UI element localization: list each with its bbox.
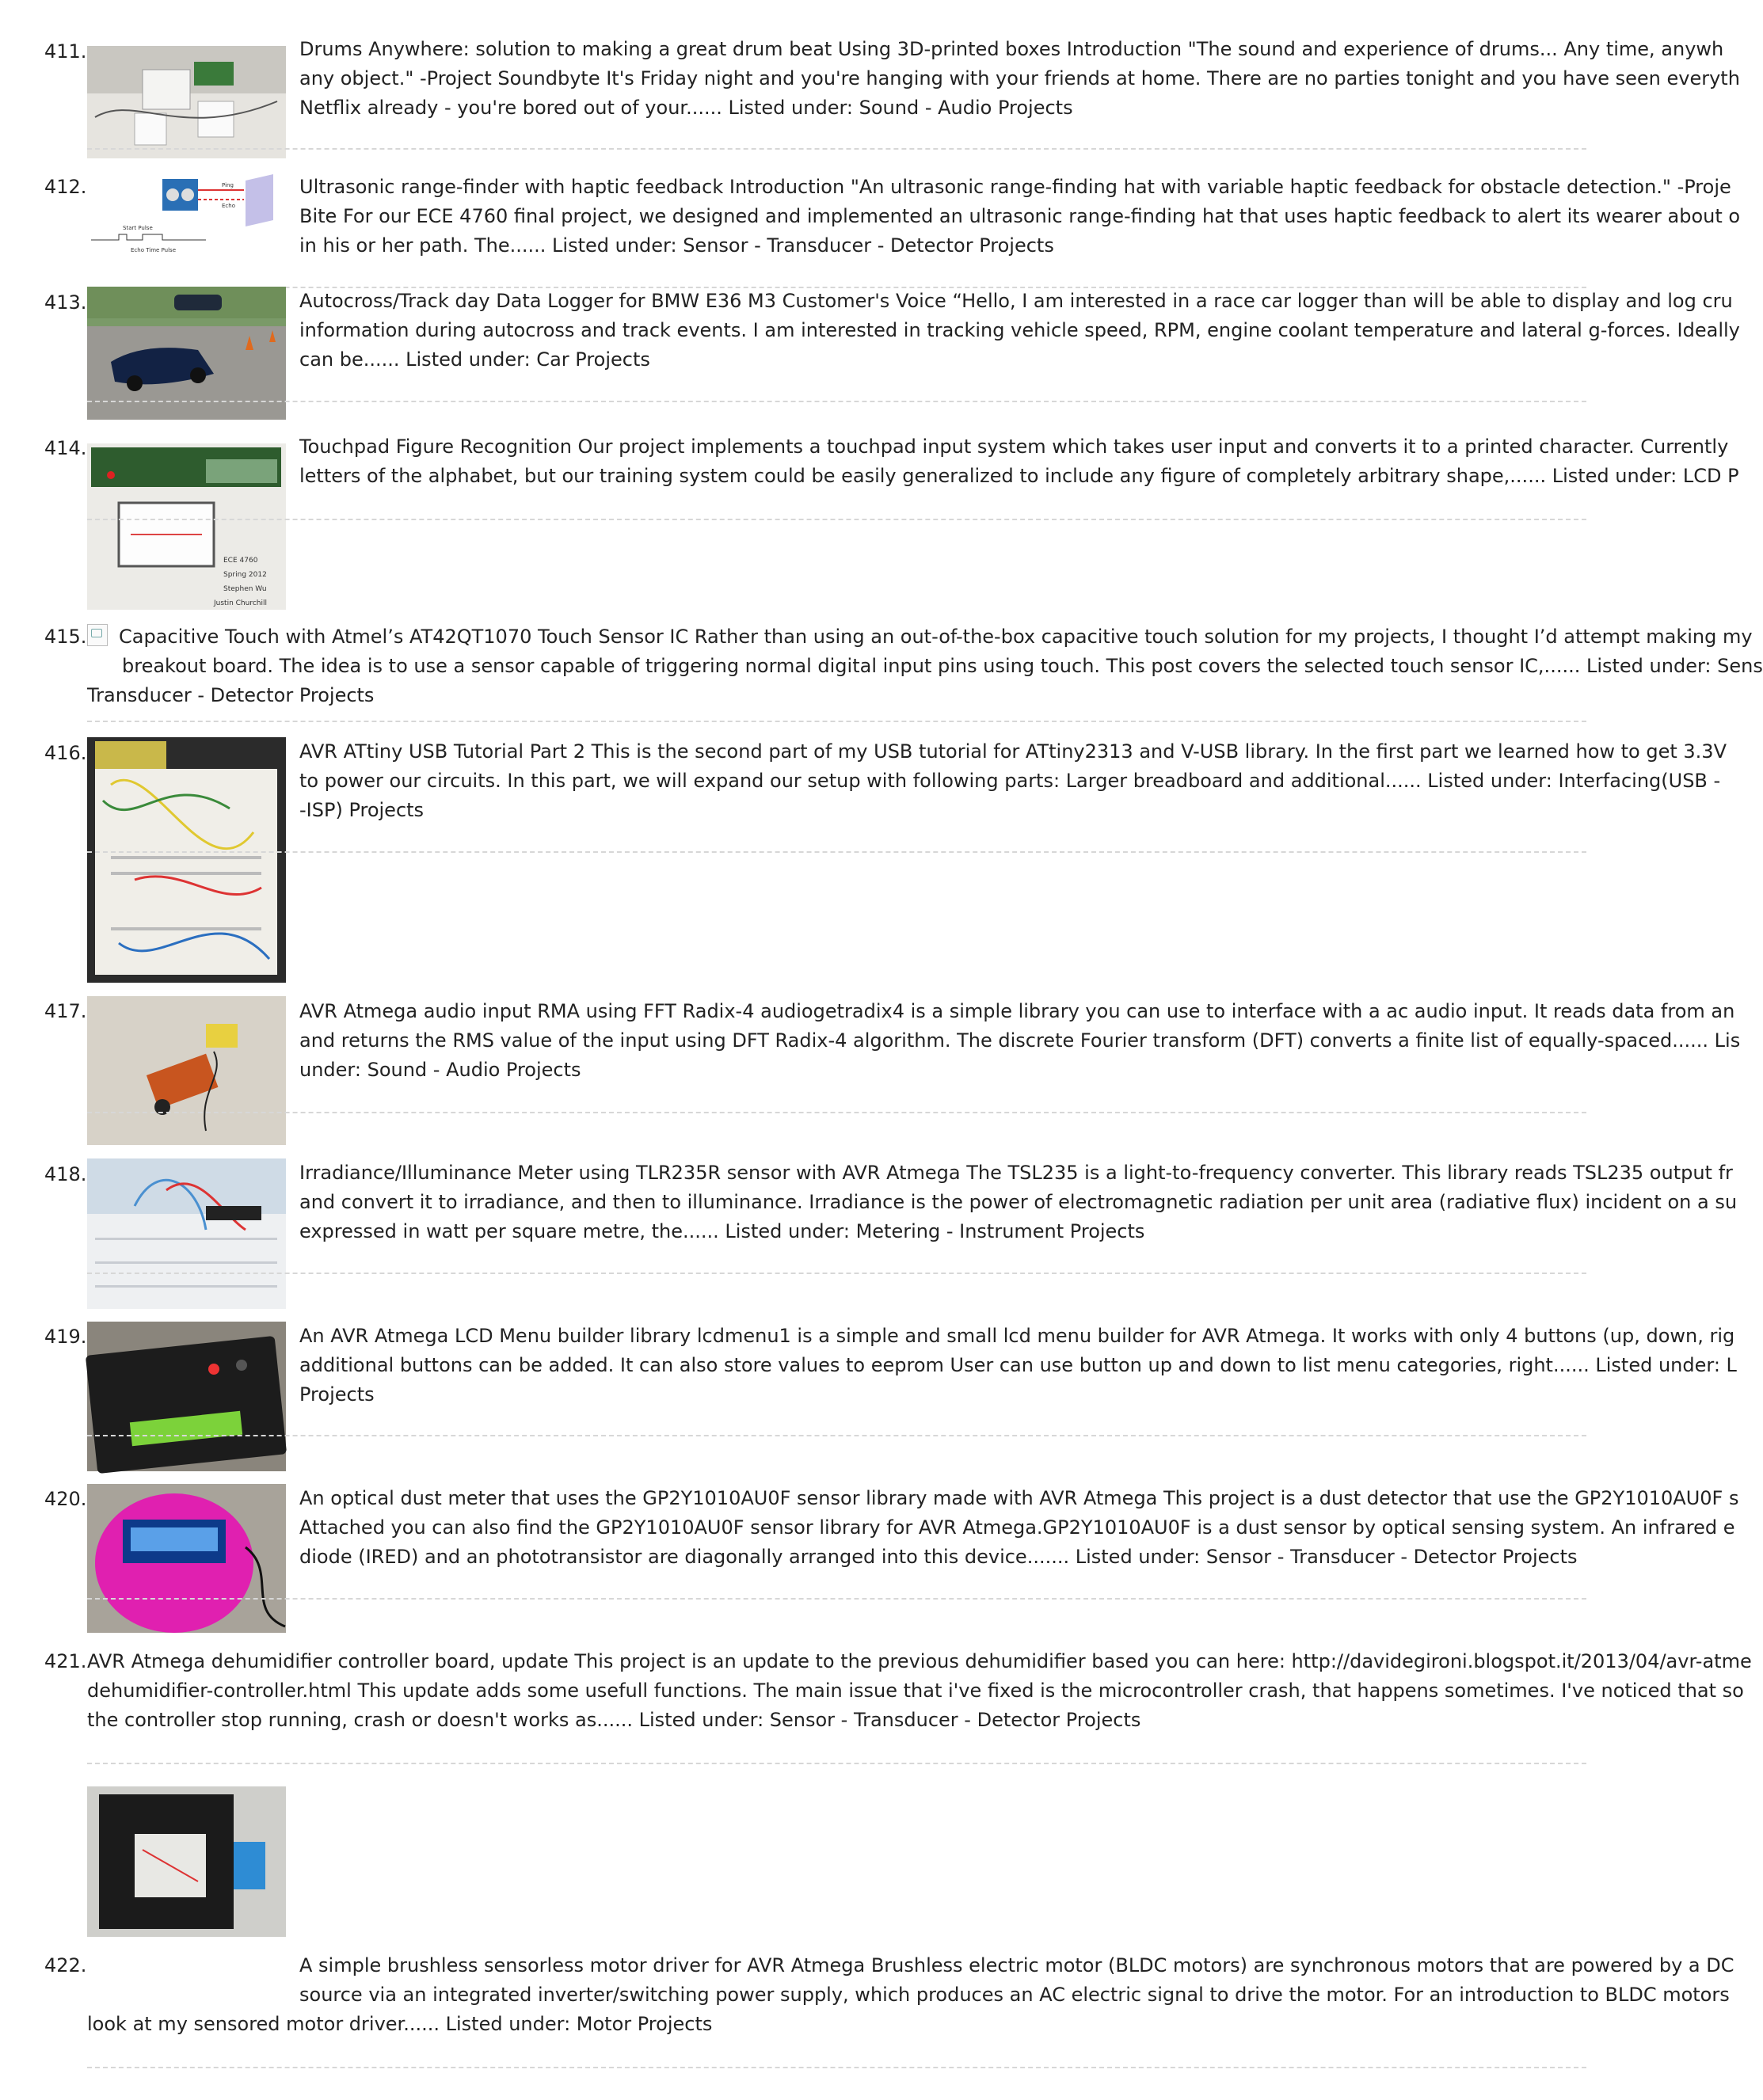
entry-text-line: additional buttons can be added. It can also store values to eeprom User can use button up and down to list menu categories, right...... Listed under: L — [299, 1354, 1737, 1376]
lcd-menu-thumbnail[interactable] — [87, 1322, 286, 1471]
author-label: Stephen Wu — [223, 585, 267, 593]
entry-text-line[interactable]: AVR Atmega audio input RMA using FFT Radix-4 audiogetradix4 is a simple library you can use to interface with a ac audio input. It reads data from an — [299, 1000, 1735, 1022]
entry-text-line: and convert it to irradiance, and then to illuminance. Irradiance is the power of electromagnetic radiation per unit area (radiative flux) incident on a su — [299, 1191, 1738, 1213]
entry-text-line: in his or her path. The...... Listed under: Sensor - Transducer - Detector Projects — [299, 234, 1054, 257]
entry-text-line: -ISP) Projects — [299, 799, 425, 821]
ping-label: Ping — [222, 182, 234, 188]
broken-image-icon — [87, 624, 108, 646]
divider — [87, 519, 1586, 520]
entry-text-line: can be...... Listed under: Car Projects — [299, 348, 650, 371]
entry-text-line[interactable]: AVR Atmega dehumidifier controller board, update This project is an update to the previous dehumidifier based you can here: http://davidegironi.blogspot.it/2013/04/avr-atme — [87, 1650, 1752, 1672]
breadboard-usb-thumbnail[interactable] — [87, 737, 286, 983]
entry-text-line[interactable]: An optical dust meter that uses the GP2Y1010AU0F sensor library made with AVR Atmega This project is a dust detector that use the GP2Y1010AU0F s — [299, 1487, 1739, 1509]
divider — [87, 1763, 1586, 1764]
ultrasonic-diagram-thumbnail[interactable] — [87, 173, 286, 260]
entry-text-line: breakout board. The idea is to use a sensor capable of triggering normal digital input pins using touch. This post covers the selected touch sensor IC,...... Listed under: Sens — [122, 655, 1763, 677]
entry-text-line: source via an integrated inverter/switching power supply, which produces an AC electric signal to drive the motor. For an introduction to BLDC motors — [299, 1984, 1730, 2006]
item-number: 414. — [44, 437, 87, 459]
race-car-thumbnail[interactable] — [87, 287, 286, 420]
item-number: 413. — [44, 291, 87, 314]
entry-text-line: Netflix already - you're bored out of your...... Listed under: Sound - Audio Projects — [299, 97, 1073, 119]
entry-text-line[interactable]: Touchpad Figure Recognition Our project implements a touchpad input system which takes user input and converts it to a printed character. Currently — [299, 436, 1729, 458]
dust-meter-thumbnail[interactable] — [87, 1484, 286, 1633]
divider — [87, 401, 1586, 402]
divider — [87, 1273, 1586, 1274]
entry-text-line: the controller stop running, crash or doesn't works as...... Listed under: Sensor - Transducer - Detector Projects — [87, 1709, 1141, 1731]
touchpad-board-thumbnail[interactable] — [87, 443, 286, 610]
semester-label: Spring 2012 — [223, 571, 267, 579]
entry-text-line: Attached you can also find the GP2Y1010AU0F sensor library for AVR Atmega.GP2Y1010AU0F is a dust sensor by optical sensing system. An infrared e — [299, 1516, 1735, 1539]
entry-text-line[interactable]: An AVR Atmega LCD Menu builder library lcdmenu1 is a simple and small lcd menu builder for AVR Atmega. It works with only 4 buttons (up, down, rig — [299, 1325, 1735, 1347]
ece-label: ECE 4760 — [223, 557, 258, 565]
entry-text-line: Bite For our ECE 4760 final project, we designed and implemented an ultrasonic range-finding hat that uses haptic feedback to alert its wearer about o — [299, 205, 1741, 227]
divider — [87, 1112, 1586, 1113]
entry-text-line[interactable]: AVR ATtiny USB Tutorial Part 2 This is the second part of my USB tutorial for ATtiny2313 and V-USB library. In the first part we learned how to get 3.3V — [299, 740, 1727, 763]
item-number: 417. — [44, 1000, 87, 1022]
item-number: 418. — [44, 1163, 87, 1185]
entry-text-line: information during autocross and track events. I am interested in tracking vehicle speed, RPM, engine coolant temperature and lateral g-forces. Ideally — [299, 319, 1740, 341]
echo-label: Echo — [222, 203, 235, 209]
audio-board-thumbnail[interactable] — [87, 996, 286, 1145]
entry-text-line: expressed in watt per square metre, the...... Listed under: Metering - Instrument Projects — [299, 1220, 1145, 1242]
entry-text-line: letters of the alphabet, but our training system could be easily generalized to include any figure of completely arbitrary shape,...... Listed under: LCD P — [299, 465, 1739, 487]
divider — [87, 851, 1586, 853]
entry-text-line: diode (IRED) and an phototransistor are diagonally arranged into this device....... Listed under: Sensor - Transducer - Detector Projects — [299, 1546, 1578, 1568]
entry-text-line[interactable]: Drums Anywhere: solution to making a great drum beat Using 3D-printed boxes Introduction "The sound and experience of drums... Any time, anywh — [299, 38, 1724, 60]
entry-text-line: Projects — [299, 1383, 375, 1406]
entry-title-link[interactable]: Capacitive Touch with Atmel’s AT42QT1070 Touch Sensor IC Rather than using an out-of-the-box capacitive touch solution for my projects, I thought I’d attempt making my — [119, 626, 1753, 648]
entry-text-line: look at my sensored motor driver...... Listed under: Motor Projects — [87, 2013, 713, 2035]
drums-boxes-thumbnail[interactable] — [87, 46, 286, 158]
divider — [87, 721, 1586, 722]
echo-time-label: Echo Time Pulse — [131, 247, 177, 253]
entry-text-line: dehumidifier-controller.html This update adds some usefull functions. The main issue that i've fixed is the microcontroller crash, that happens sometimes. I've noticed that so — [87, 1680, 1744, 1702]
divider — [87, 148, 1586, 150]
entry-text-line[interactable]: Autocross/Track day Data Logger for BMW E36 M3 Customer's Voice “Hello, I am interested in a race car logger than will be able to display and log cru — [299, 290, 1733, 312]
item-number: 422. — [44, 1954, 87, 1976]
divider — [87, 1598, 1586, 1600]
divider — [87, 1435, 1586, 1436]
dehumidifier-thumbnail[interactable] — [87, 1786, 286, 1937]
author-label: Justin Churchill — [214, 599, 267, 607]
entry-text-line: Transducer - Detector Projects — [87, 684, 375, 706]
item-number: 412. — [44, 176, 87, 198]
item-number: 419. — [44, 1326, 87, 1348]
entry-text-line[interactable]: Irradiance/Illuminance Meter using TLR235R sensor with AVR Atmega The TSL235 is a light-to-frequency converter. This library reads TSL235 output fr — [299, 1162, 1733, 1184]
item-number: 416. — [44, 742, 87, 764]
item-number: 420. — [44, 1488, 87, 1510]
entry-text-line[interactable]: A simple brushless sensorless motor driver for AVR Atmega Brushless electric motor (BLDC motors) are synchronous motors that are powered by a DC — [299, 1954, 1734, 1976]
divider — [87, 2067, 1586, 2068]
entry-text-line: under: Sound - Audio Projects — [299, 1059, 581, 1081]
entry-text-line[interactable]: Ultrasonic range-finder with haptic feedback Introduction "An ultrasonic range-finding hat with variable haptic feedback for obstacle detection." -Proje — [299, 176, 1731, 198]
entry-text-line: and returns the RMS value of the input using DFT Radix-4 algorithm. The discrete Fourier transform (DFT) converts a finite list of equally-spaced...... Lis — [299, 1029, 1741, 1052]
item-number: 415. — [44, 626, 87, 648]
item-number: 411. — [44, 40, 87, 63]
entry-text-line: any object." -Project Soundbyte It's Friday night and you're hanging with your friends at home. There are no parties tonight and you have seen everyth — [299, 67, 1740, 89]
breadboard-sensor-thumbnail[interactable] — [87, 1158, 286, 1309]
start-pulse-label: Start Pulse — [123, 225, 153, 231]
item-number: 421. — [44, 1650, 87, 1672]
entry-text-line: to power our circuits. In this part, we will expand our setup with following parts: Larger breadboard and additional...... Listed under: Interfacing(USB - — [299, 770, 1721, 792]
